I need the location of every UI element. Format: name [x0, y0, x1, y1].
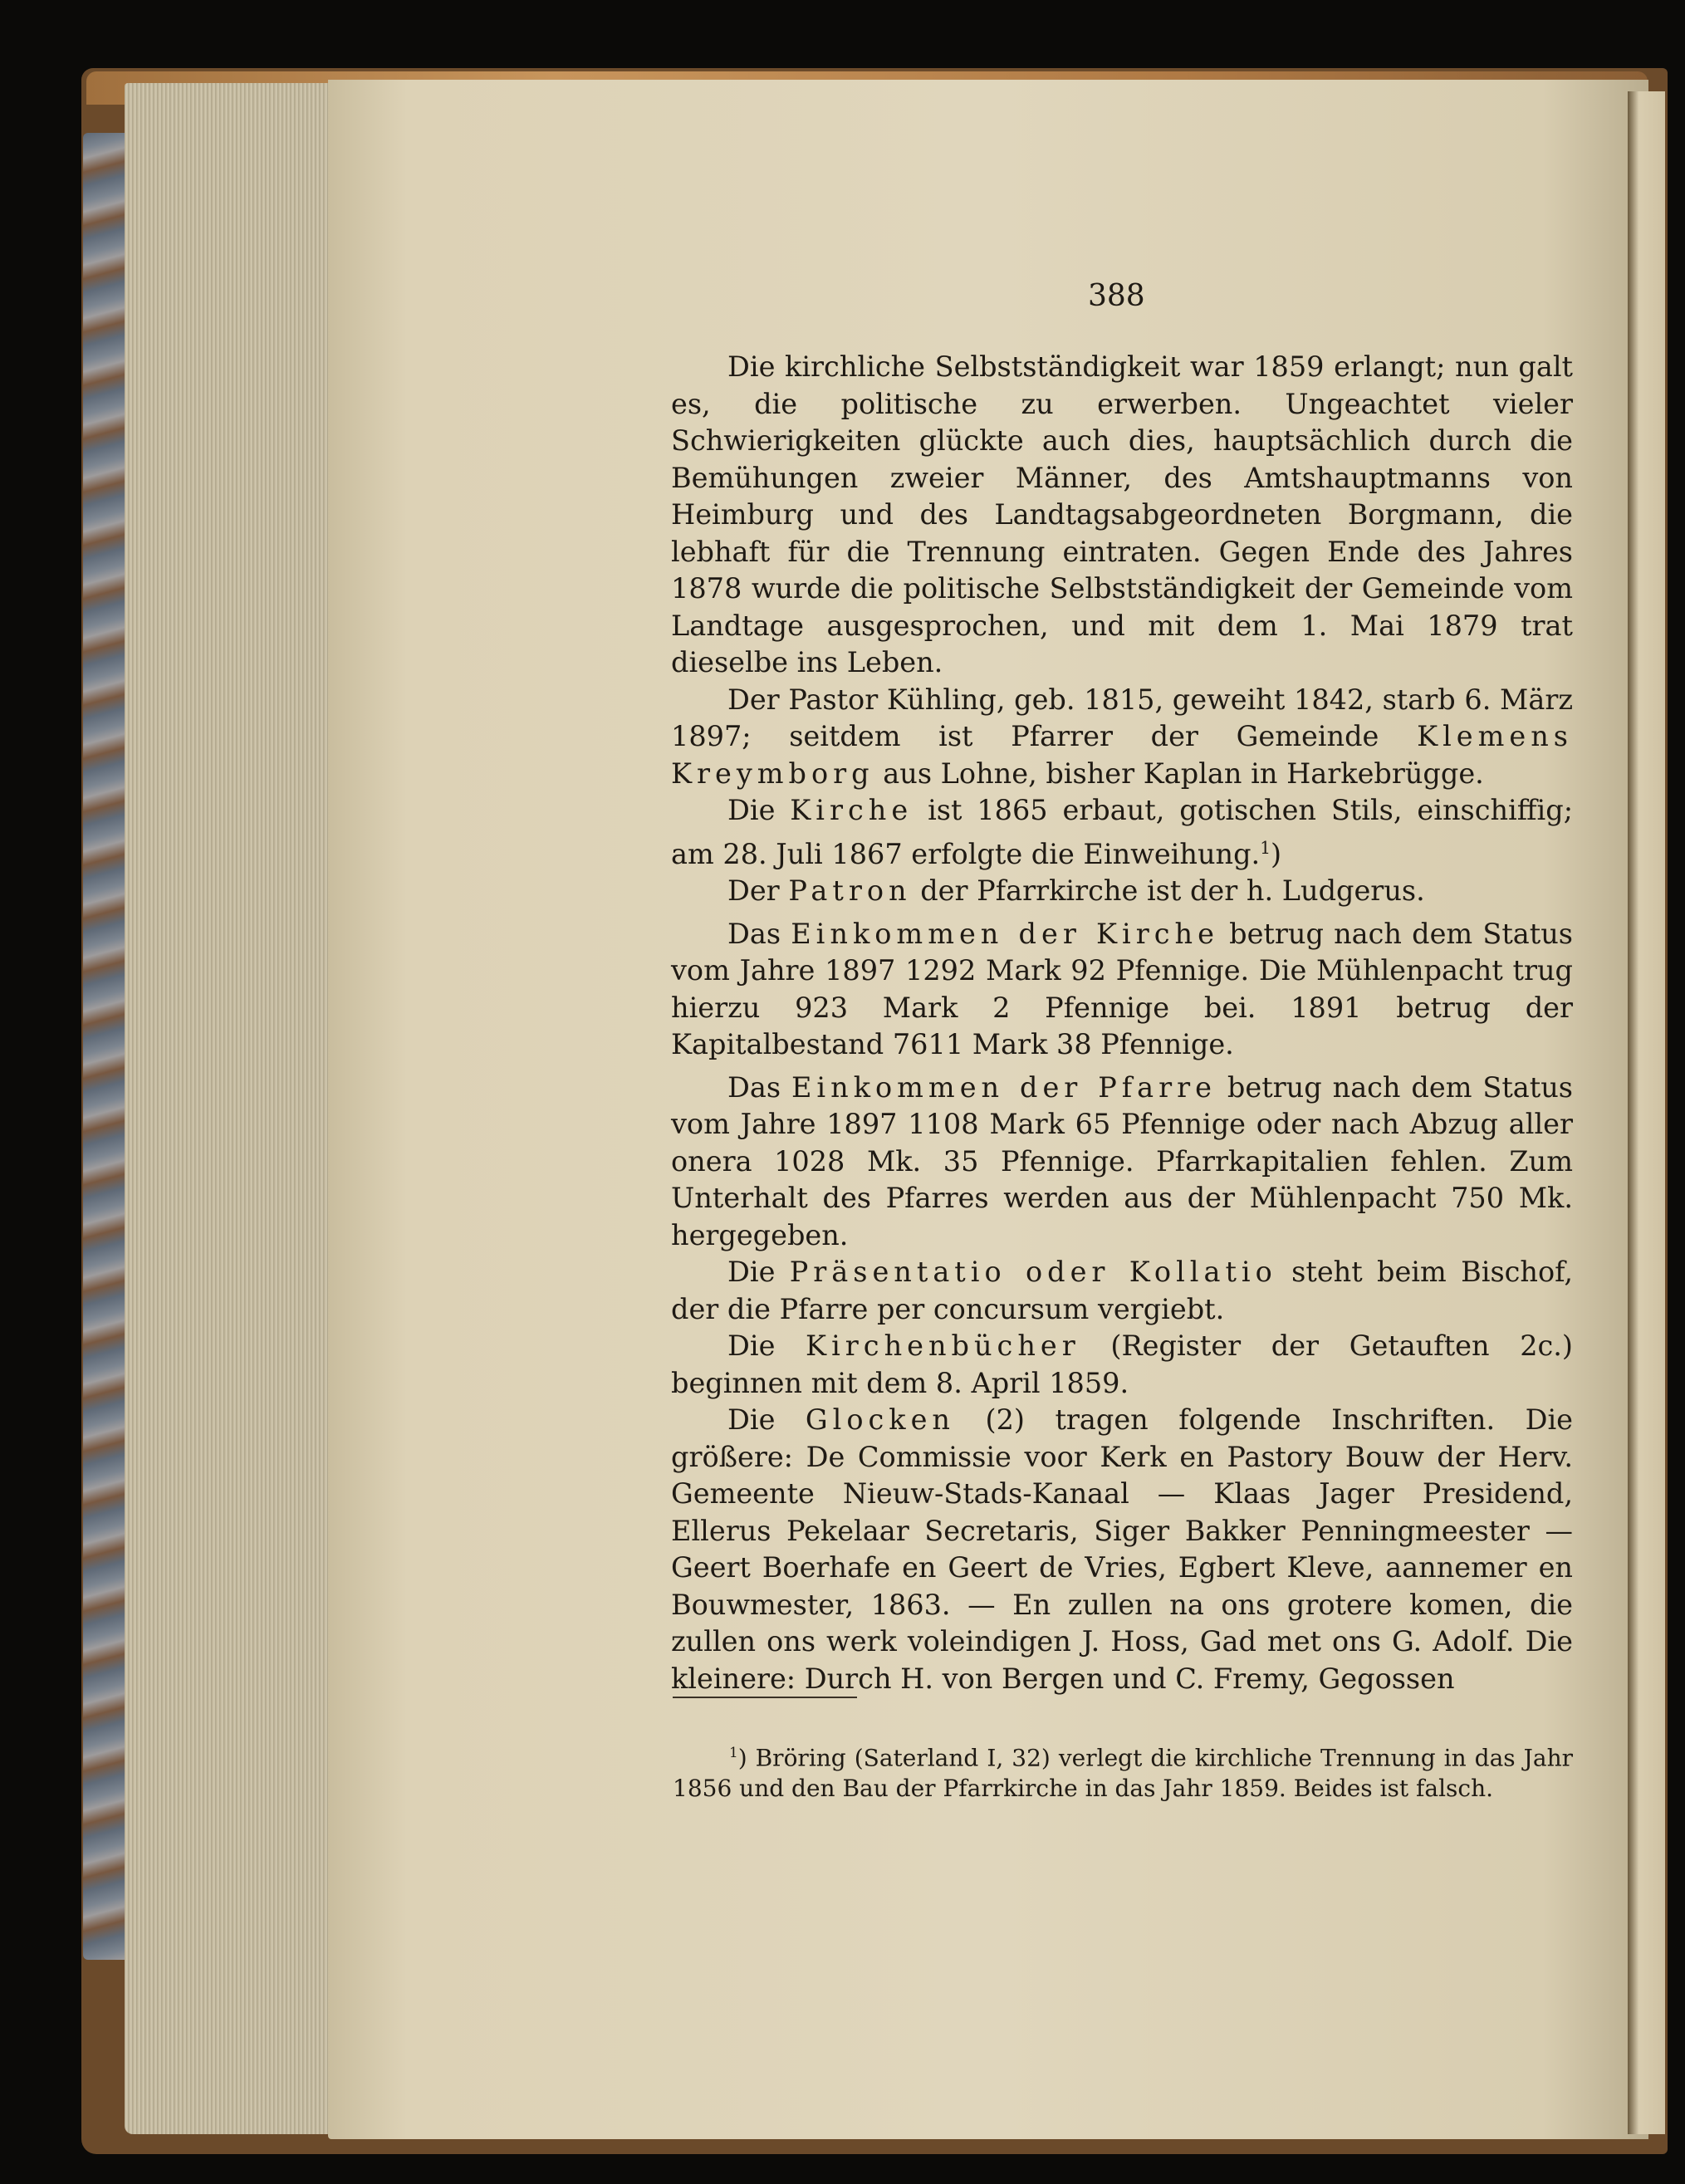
text-run: Der Pastor Kühling, geb. 1815, geweiht 1842, starb 6. März 1897; seitdem ist Pfarrer der Gemeinde: [671, 683, 1573, 752]
paragraph: [671, 1070, 1573, 1255]
page-number: 388: [1088, 279, 1145, 313]
text-run: (2) tragen folgende Inschriften. Die größere: De Commissie voor Kerk en Pastory Bouw der Herv. Gemeente Nieuw-Stads-Kanaal — Klaas Jager Presidend, Ellerus Pekelaar Secretaris, Siger Bakker Penningmeester — Geert Boerhafe en Geert de Vries, Egbert Kleve, aannemer en Bouwmester, 1863. — En zullen na ons grotere komen, die zullen ons werk voleindigen J. Hoss, Gad met ons G. Adolf. Die kleinere: Durch H. von Bergen und C. Fremy, Gegossen: [671, 1403, 1574, 1695]
text-run: steht beim Bischof, der die Pfarre per concursum vergiebt.: [671, 1256, 1573, 1325]
text-run: Die: [727, 1329, 806, 1363]
emphasized-text: Einkommen der Pfarre: [791, 1070, 1217, 1104]
body-text: [671, 349, 1573, 1697]
text-run: Der: [727, 874, 789, 908]
footnote-divider: [673, 1697, 857, 1698]
page-edges: [125, 83, 332, 2134]
paragraph: [671, 792, 1573, 873]
text-run: ist 1865 erbaut, gotischen Stils, einschiffig; am 28. Juli 1867 erfolgte die Einweihung.: [671, 794, 1574, 870]
text-run: Die: [727, 1256, 790, 1289]
emphasized-text: Patron: [788, 874, 912, 908]
emphasized-text: Glocken: [805, 1403, 956, 1437]
text-run: Das: [727, 1070, 791, 1104]
footnote-marker: 1: [1260, 837, 1271, 858]
text-run: Die: [727, 794, 791, 826]
paragraph: Die kirchliche Selbstständigkeit war 1859 erlangt; nun galt es, die politische zu erwerben. Ungeachtet vieler Schwierigkeiten glückte auch dies, hauptsächlich durch die Bemühungen zweier Männer, des Amtshauptmanns von Heimburg und des Landtagsabgeordneten Borgmann, die lebhaft für die Trennung eintraten. Gegen Ende des Jahres 1878 wurde die politische Selbstständigkeit der Gemeinde vom Landtage ausgesprochen, und mit dem 1. Mai 1879 trat dieselbe ins Leben.: [671, 350, 1573, 678]
emphasized-text: Klemens Kreymborg: [671, 720, 1573, 790]
emphasized-text: Kirchenbücher: [806, 1329, 1080, 1363]
text-run: betrug nach dem Status vom Jahre 1897 1108 Mark 65 Pfennige oder nach Abzug aller onera 1028 Mk. 35 Pfennige. Pfarrkapitalien fehlen. Zum Unterhalt des Pfarres werden aus der Mühlenpacht 750 Mk. hergegeben.: [671, 1070, 1573, 1251]
paragraph: [671, 873, 1573, 910]
paragraph: [671, 1328, 1573, 1402]
paragraph: [671, 1402, 1573, 1697]
emphasized-text: Kirche: [790, 794, 914, 826]
text-run: betrug nach dem Status vom Jahre 1897 1292 Mark 92 Pfennige. Die Mühlenpacht trug hierzu 923 Mark 2 Pfennige bei. 1891 betrug der Kapitalbestand 7611 Mark 38 Pfennige.: [671, 917, 1573, 1061]
footnote: [673, 1737, 1573, 1804]
emphasized-text: Präsentatio oder Kollatio: [789, 1256, 1277, 1289]
paragraph: [671, 1254, 1573, 1328]
text-run: der Pfarrkirche ist der h. Ludgerus.: [911, 874, 1425, 908]
text-run: aus Lohne, bisher Kaplan in Harkebrügge.: [874, 757, 1484, 790]
text-run: Die: [727, 1403, 806, 1437]
text-run: Das: [727, 917, 791, 950]
text-run: (Register der Getauften 2c.) beginnen mit dem 8. April 1859.: [671, 1329, 1573, 1399]
paragraph: [671, 682, 1573, 793]
text-run: ): [1271, 837, 1282, 870]
page-gutter: [1628, 91, 1665, 2134]
footnote-marker: 1: [729, 1744, 738, 1760]
emphasized-text: Einkommen der Kirche: [791, 917, 1219, 950]
footnote-text: ) Bröring (Saterland I, 32) verlegt die kirchliche Trennung in das Jahr 1856 und den Bau der Pfarrkirche in das Jahr 1859. Beides ist falsch.: [673, 1744, 1573, 1803]
paragraph: [671, 916, 1573, 1064]
